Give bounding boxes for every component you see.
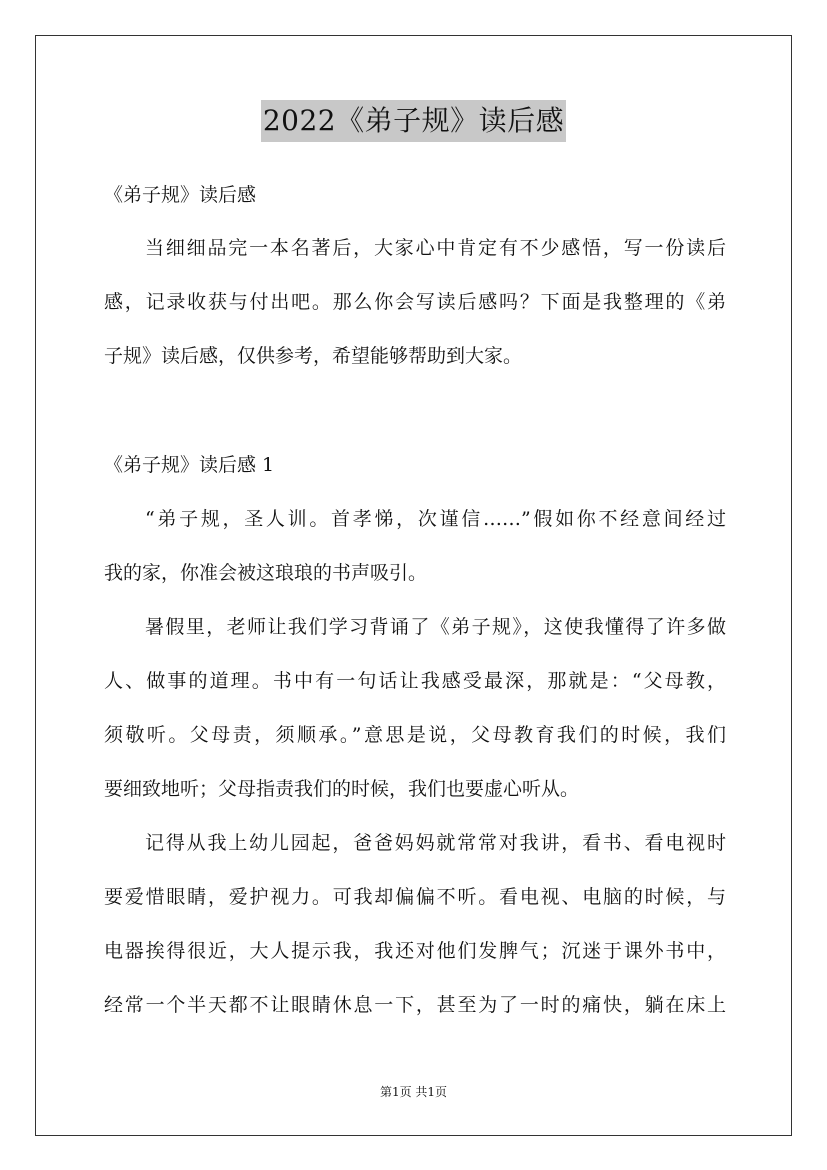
paragraph-line: 须敬听。父母责，须顺承。”意思是说，父母教育我们的时候，我们 <box>104 724 726 746</box>
intro-line: 子规》读后感，仅供参考，希望能够帮助到大家。 <box>104 345 523 367</box>
document-title: 2022《弟子规》读后感 <box>261 100 566 142</box>
intro-line: 感，记录收获与付出吧。那么你会写读后感吗？下面是我整理的《弟 <box>104 291 726 313</box>
paragraph-line: “弟子规，圣人训。首孝悌，次谨信……”假如你不经意间经过 <box>145 508 726 530</box>
paragraph-line: 暑假里，老师让我们学习背诵了《弟子规》，这使我懂得了许多做 <box>145 616 726 638</box>
paragraph-line: 人、做事的道理。书中有一句话让我感受最深，那就是：“父母教， <box>104 670 726 692</box>
intro-line: 当细细品完一本名著后，大家心中肯定有不少感悟，写一份读后 <box>145 237 726 259</box>
paragraph-line: 电器挨得很近，大人提示我，我还对他们发脾气；沉迷于课外书中， <box>104 940 726 962</box>
paragraph-line: 我的家，你准会被这琅琅的书声吸引。 <box>104 562 428 584</box>
section-heading: 《弟子规》读后感 1 <box>104 454 275 476</box>
page-footer: 第1页 共1页 <box>379 1085 448 1099</box>
paragraph-line: 记得从我上幼儿园起，爸爸妈妈就常常对我讲，看书、看电视时 <box>145 832 726 854</box>
paragraph-line: 要细致地听；父母指责我们的时候，我们也要虚心听从。 <box>104 778 580 800</box>
paragraph-line: 要爱惜眼睛，爱护视力。可我却偏偏不听。看电视、电脑的时候，与 <box>104 886 726 908</box>
paragraph-line: 经常一个半天都不让眼睛休息一下，甚至为了一时的痛快，躺在床上 <box>104 994 726 1016</box>
document-title-wrap <box>0 100 827 142</box>
document-subtitle: 《弟子规》读后感 <box>104 184 257 206</box>
